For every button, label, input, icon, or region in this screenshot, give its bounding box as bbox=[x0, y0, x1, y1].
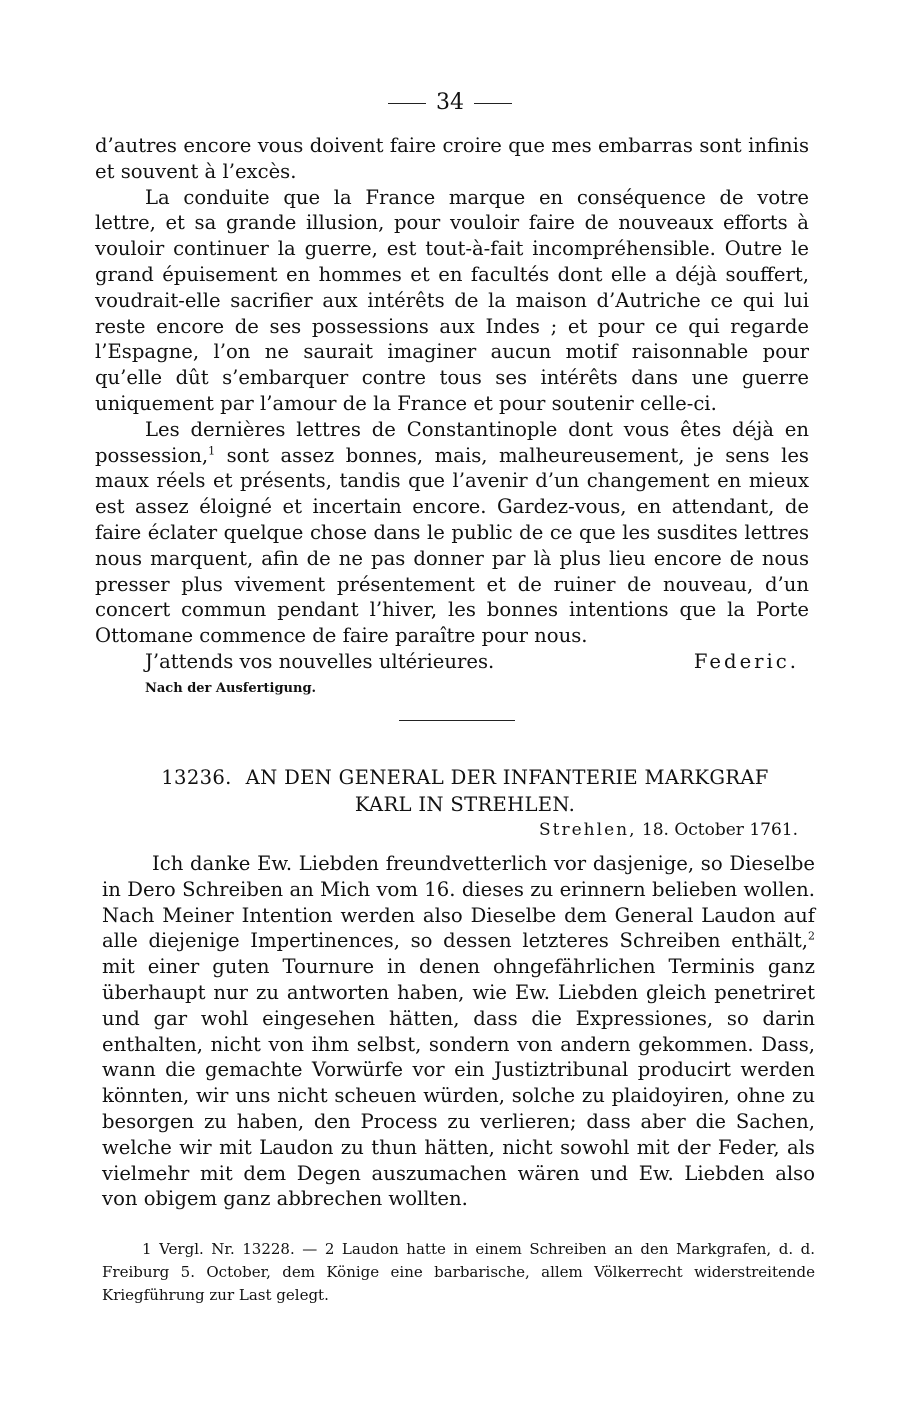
letter-2-heading bbox=[115, 764, 815, 818]
date: 18. October 1761. bbox=[641, 820, 798, 840]
footnote-1-text: Vergl. Nr. 13228. — bbox=[151, 1240, 325, 1258]
letter-1-body bbox=[95, 133, 809, 699]
footnote-2-text: Laudon hatte in einem Schreiben an den Markgrafen, d. d. Freiburg 5. October, dem Könige eine barbarische, allem Völkerrecht widerstreitende Kriegführung zur Last gelegt. bbox=[102, 1240, 815, 1304]
paragraph-3-part-1: Les dernières lettres de Constantinople dont vous êtes déjà en possession, bbox=[95, 417, 809, 467]
source-note: Nach der Ausfertigung. bbox=[145, 680, 317, 696]
page-header bbox=[0, 90, 900, 115]
footnote-ref-2: 2 bbox=[808, 929, 815, 943]
signature: Federic. bbox=[693, 649, 799, 673]
header-dash-right bbox=[474, 103, 512, 104]
letter-2-part-1: Ich danke Ew. Liebden freundvetterlich vor dasjenige, so Dieselbe in Dero Schreiben an Mich vom 16. dieses zu erinnern belieben wollen. Nach Meiner Intention werden also Dieselbe dem General Laudon auf alle diejenige Impertinences, so dessen letzteres Schreiben enthält, bbox=[102, 852, 815, 953]
heading-line-2: KARL IN STREHLEN. bbox=[354, 793, 576, 816]
footnotes bbox=[102, 1238, 815, 1307]
section-divider bbox=[399, 720, 515, 721]
letter-2-part-2: mit einer guten Tournure in denen ohngefährlichen Terminis ganz überhaupt nur zu antworten haben, wie Ew. Liebden gleich penetriret und gar wohl eingesehen hätten, dass die Expressiones, so darin enthalten, nicht von ihm selbst, sondern von andern gekommen. Dass, wann die gemachte Vorwürfe vor ein Justiztribunal producirt werden könnten, wir uns nicht scheuen würden, solche zu plaidoyiren, ohne zu besorgen zu haben, den Process zu verlieren; dass aber die Sachen, welche wir mit Laudon zu thun hätten, nicht sowohl mit der Feder, als vielmehr mit dem Degen auszumachen wären und Ew. Liebden also von obigem ganz abbrechen wollten. bbox=[102, 955, 815, 1211]
page-number: 34 bbox=[436, 90, 464, 115]
heading-line-1 bbox=[115, 764, 815, 791]
letter-1-paragraph-2: La conduite que la France marque en conséquence de votre lettre, et sa grande illusion, pour vouloir faire de nouveaux efforts à vouloir continuer la guerre, est tout-à-fait incompréhensible. Outre le grand épuisement en hommes et en facultés dont elle a déjà souffert, voudrait-elle sacrifier aux intérêts de la maison d’Autriche ce qui lui reste encore de ses possessions aux Indes ; et pour ce qui regarde l’Espagne, l’on ne saurait imaginer aucun motif raisonnable pour qu’elle dût s’embarquer contre tous ses intérêts dans une guerre uniquement par l’amour de la France et pour soutenir celle-ci. bbox=[95, 185, 809, 415]
paragraph-3-part-2: sont assez bonnes, mais, malheureusement, je sens les maux réels et présents, tandis que l’avenir d’un changement en mieux est assez éloigné et incertain encore. Gardez-vous, en attendant, de faire éclater quelque chose dans le public de ce que les susdites lettres nous marquent, afin de ne pas donner par là plus lieu encore de nous presser plus vivement présentement et de ruiner de nouveau, d’un concert commun pendant l’hiver, les bonnes intentions que la Porte Ottomane commence de faire paraître pour nous. bbox=[95, 443, 809, 648]
header-dash-left bbox=[388, 103, 426, 104]
footnote-paragraph bbox=[102, 1238, 815, 1307]
place: Strehlen, bbox=[539, 820, 637, 840]
letter-2-body bbox=[102, 851, 815, 1212]
footnote-ref-1: 1 bbox=[208, 444, 216, 458]
footnote-2-marker: 2 bbox=[324, 1240, 335, 1258]
letter-1-paragraph-3 bbox=[95, 417, 809, 649]
letter-1-paragraph-1: d’autres encore vous doivent faire croire que mes embarras sont infinis et souvent à l’excès. bbox=[95, 134, 809, 183]
letter-2-paragraph bbox=[102, 851, 815, 1212]
place-date-line bbox=[0, 820, 798, 840]
document-number: 13236. bbox=[161, 766, 232, 789]
closing-line: J’attends vos nouvelles ultérieures. bbox=[145, 649, 495, 673]
heading-text-1: AN DEN GENERAL DER INFANTERIE MARKGRAF bbox=[245, 766, 769, 789]
footnote-1-marker: 1 bbox=[142, 1240, 152, 1258]
letter-1-closing bbox=[95, 649, 809, 675]
